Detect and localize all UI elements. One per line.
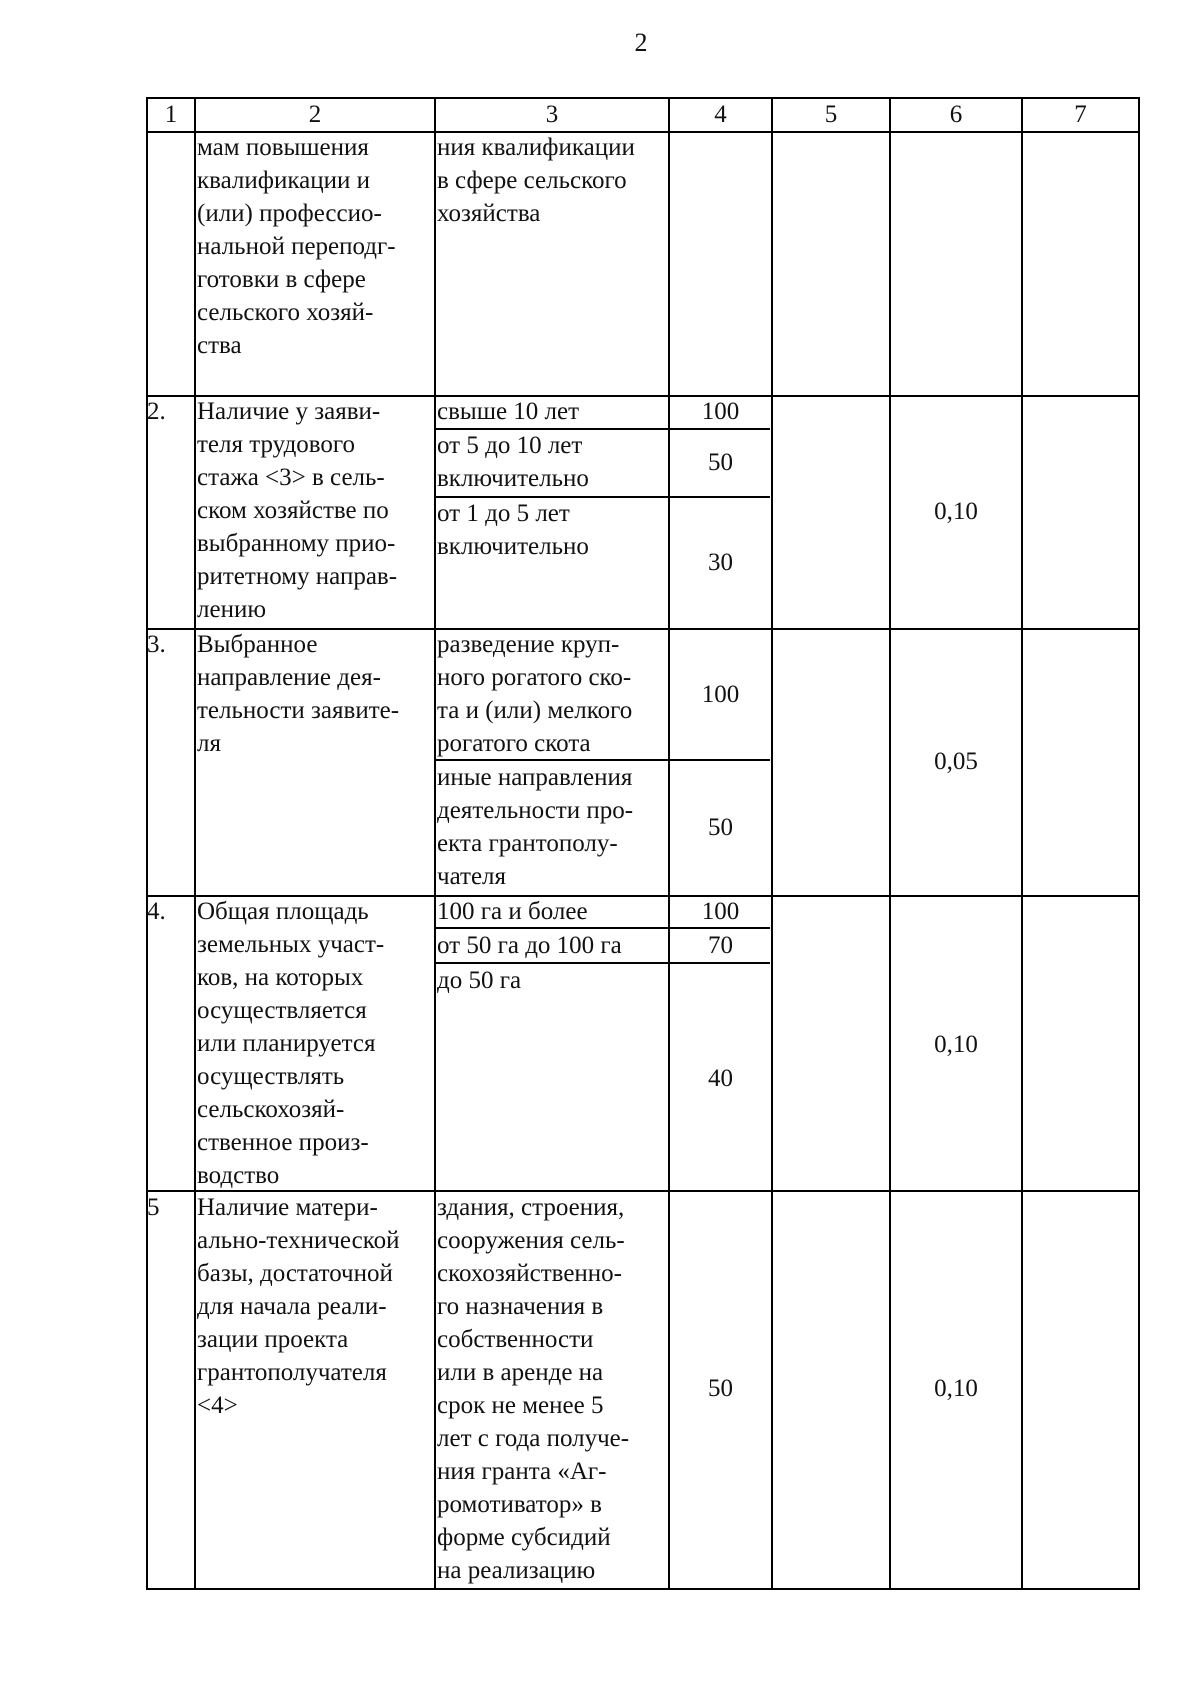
header-cell: 3 bbox=[545, 101, 559, 128]
col-divider-5 bbox=[889, 97, 891, 1590]
weight-coefficient: 0,05 bbox=[934, 748, 978, 775]
row-number: 5 bbox=[147, 1194, 160, 1221]
col-divider-4 bbox=[771, 97, 773, 1590]
header-cell: 5 bbox=[824, 101, 838, 128]
table-border-bottom bbox=[146, 1588, 1140, 1590]
col-divider-1 bbox=[194, 97, 196, 1590]
option-text: свыше 10 лет bbox=[437, 398, 580, 425]
option-score: 30 bbox=[708, 549, 733, 576]
continued-option-text: ния квалификации в сфере сельского хозяйства bbox=[437, 134, 635, 227]
option-text: от 5 до 10 лет включительно bbox=[437, 432, 589, 492]
option-text: от 1 до 5 лет включительно bbox=[437, 500, 589, 560]
row-number: 2. bbox=[147, 398, 166, 425]
option-text: иные направления деятельности про- екта грантополу- чателя bbox=[437, 764, 634, 890]
row-number: 3. bbox=[147, 631, 166, 658]
header-cell: 4 bbox=[714, 101, 727, 128]
option-text: здания, строения, сооружения сель- скохозяйственно- го назначения в собственности или в аренде на срок не менее 5 лет с года получе- ния гранта «Аг- ромотиватор» в форме субсидий на реализацию bbox=[437, 1194, 630, 1584]
criterion-text: Общая площадь земельных участ- ков, на которых осуществляется или планируется осуществлять сельскохозяй- ственное произ- водство bbox=[197, 898, 385, 1189]
col-divider-2 bbox=[434, 97, 436, 1590]
weight-coefficient: 0,10 bbox=[934, 498, 978, 525]
header-cell: 1 bbox=[164, 101, 178, 128]
table-border-left bbox=[146, 97, 148, 1590]
criterion-text: Выбранное направление дея- тельности заявите- ля bbox=[197, 631, 400, 757]
option-text: до 50 га bbox=[437, 967, 522, 994]
option-text: 100 га и более bbox=[437, 898, 588, 925]
weight-coefficient: 0,10 bbox=[934, 1375, 978, 1402]
criterion-text: Наличие у заяви- теля трудового стажа <3> в сель- ском хозяйстве по выбранному прио- ритетному направ- лению bbox=[197, 398, 398, 623]
weight-coefficient: 0,10 bbox=[934, 1031, 978, 1058]
header-cell: 6 bbox=[949, 101, 963, 128]
option-text: разведение круп- ного рогатого ско- та и (или) мелкого рогатого скота bbox=[437, 631, 633, 757]
option-score: 50 bbox=[708, 1375, 733, 1402]
option-score: 70 bbox=[708, 932, 733, 959]
header-cell: 2 bbox=[308, 101, 322, 128]
option-score: 50 bbox=[708, 449, 733, 476]
option-score: 100 bbox=[701, 398, 740, 425]
col-divider-6 bbox=[1021, 97, 1023, 1590]
option-score: 100 bbox=[701, 898, 740, 925]
table-border-right bbox=[1138, 97, 1140, 1590]
option-text: от 50 га до 100 га bbox=[437, 932, 622, 959]
option-score: 40 bbox=[708, 1065, 733, 1092]
option-score: 100 bbox=[701, 681, 740, 708]
option-score: 50 bbox=[708, 814, 733, 841]
criterion-text: Наличие матери- ально-технической базы, достаточной для начала реали- зации проекта грантополучателя <4> bbox=[197, 1194, 400, 1419]
row-number: 4. bbox=[147, 898, 166, 925]
page-number: 2 bbox=[634, 28, 648, 57]
header-cell: 7 bbox=[1074, 101, 1087, 128]
continued-criterion-text: мам повышения квалификации и (или) профессио- нальной переподг- готовки в сфере сельского хозяй- ства bbox=[197, 134, 396, 359]
